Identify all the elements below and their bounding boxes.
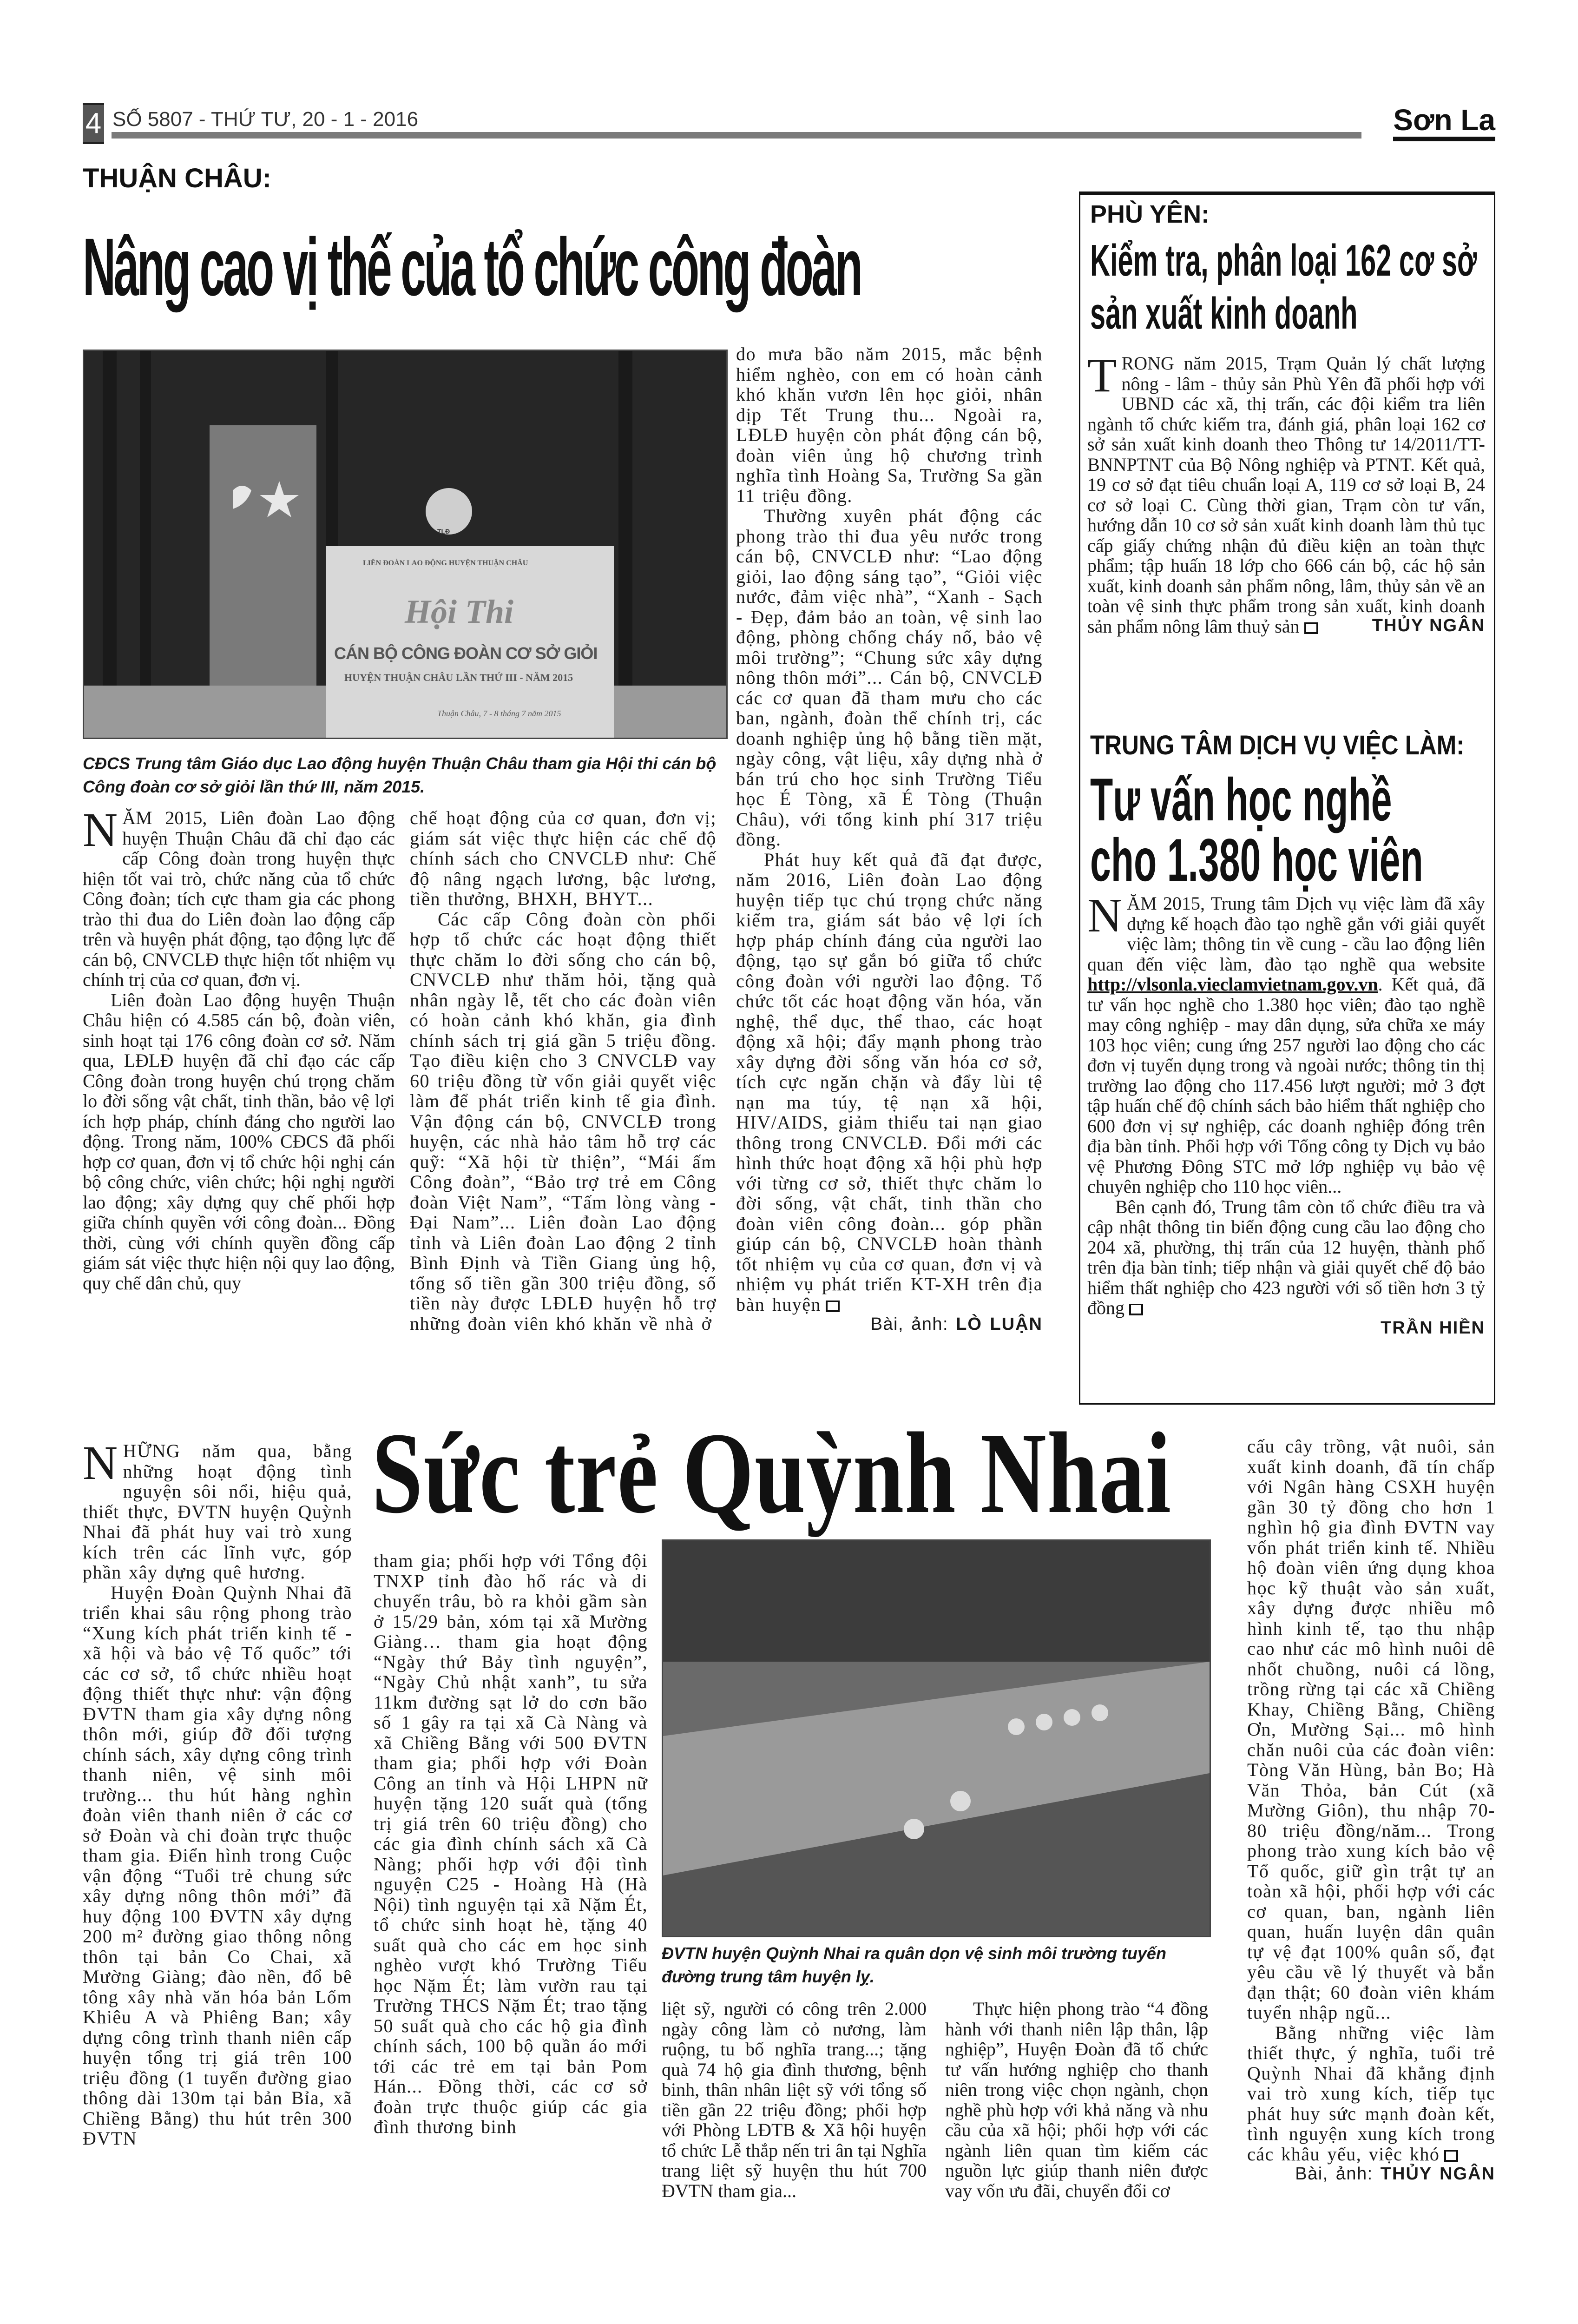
paragraph: Thường xuyên phát động các phong trào thi đua yêu nước trong cán bộ, CNVCLĐ như: “Lao động giỏi, lao động sáng tạo”, “Giỏi việc nước, đảm việc nhà”, “Xanh - Sạch - Đẹp, đảm bảo an toàn, vệ sinh lao động, phòng chống cháy nổ, bảo vệ môi trường”; “Chung sức xây dựng nông thôn mới”... Cán bộ, CNVCLĐ các cơ quan đã tham mưu cho các ban, ngành, đoàn thể chính trị, các doanh nghiệp ủng hộ bằng tiền mặt, ngày công, vật liệu, xây dựng nhà ở bán trú cho học sinh Trường Tiểu học É Tòng, xã É Tòng (Thuận Châu), với tổng kinh phí 317 triệu đồng. xyxy=(736,505,1043,850)
dropcap: N xyxy=(83,803,118,857)
paragraph: chế hoạt động của cơ quan, đơn vị; giám sát việc thực hiện các chế độ chính sách cho CNVCLĐ như: Chế độ nâng ngạch lương, bậc lương, tiền thưởng, BHXH, BHYT... xyxy=(410,807,717,909)
dropcap: N xyxy=(1087,889,1123,942)
article4-column-3 xyxy=(662,1999,927,2201)
article1-column-1 xyxy=(83,803,395,1294)
paragraph-text: Phát huy kết quả đã đạt được, năm 2016, Liên đoàn Lao động huyện tiếp tục chú trọng chức năng kiểm tra, giám sát bảo vệ lợi ích hợp pháp chính đáng của người lao động, tạo sự gắn bó giữa tổ chức công đoàn với người lao động. Tổ chức tốt các hoạt động văn hóa, văn nghệ, thể dục, thể thao, các hoạt động xã hội; đẩy mạnh phong trào xây dựng đời sống văn hóa cơ sở, tích cực ngăn chặn và đẩy lùi tệ nạn ma túy, tệ nạn xã hội, HIV/AIDS, giảm thiểu tai nạn giao thông trong CNVCLĐ. Đổi mới các hình thức hoạt động xã hội phù hợp với từng cơ sở, thiết thực chăm lo đời sống, vật chất, tinh thần cho đoàn viên công đoàn... góp phần giúp cán bộ, CNVCLĐ hoàn thành tốt nhiệm vụ của cơ quan, đơn vị và nhiệm vụ phát triển KT-XH trên địa bàn huyện xyxy=(736,849,1043,1315)
article4-byline xyxy=(1247,2164,1495,2185)
cleanup-photo-illustration xyxy=(663,1541,1210,1936)
banner-date: Thuận Châu, 7 - 8 tháng 7 năm 2015 xyxy=(437,709,561,718)
byline-author: LÒ LUẬN xyxy=(956,1314,1043,1334)
article4-column-4 xyxy=(945,1999,1208,2201)
banner-org: LIÊN ĐOÀN LAO ĐỘNG HUYỆN THUẬN CHÂU xyxy=(363,559,528,567)
website-link[interactable]: http://vlsonla.vieclamvietnam.gov.vn xyxy=(1087,974,1378,995)
header-rule xyxy=(112,132,1361,139)
paragraph: tham gia; phối hợp với Tổng đội TNXP tỉnh đào hố rác và di chuyển trâu, bò ra khỏi gầm sàn ở 15/29 bản, xóm tại xã Mường Giàng… tham gia hoạt động “Ngày thứ Bảy tình nguyện”, “Ngày Chủ nhật xanh”, tu sửa 11km đường sạt lở do cơn bão số 1 gây ra tại xã Cà Nàng và xã Chiềng Bằng với 500 ĐVTN tham gia; phối hợp với Đoàn Công an tỉnh và Hội LHPN nữ huyện tặng 120 suất quà (tổng trị giá trên 60 triệu đồng) cho các gia đình chính sách xã Cà Nàng; phối hợp với đội tình nguyện C25 - Hoàng Hà (Hà Nội) tình nguyện tại xã Nặm Ét, tổ chức sinh hoạt hè, tặng 40 suất quà cho các em học sinh nghèo vượt khó Trường Tiểu học Nặm Ét; làm vườn rau tại Trường THCS Nặm Ét; trao tặng 50 suất quà cho các hộ gia đình chính sách, 100 bộ quần áo mới tới các trẻ em tại bản Pom Hán... Đồng thời, các cơ sở đoàn trực thuộc giúp các gia đình thương binh xyxy=(374,1550,648,2137)
page-header xyxy=(83,103,1495,140)
end-mark-icon xyxy=(826,1301,840,1312)
byline-prefix: Bài, ảnh: xyxy=(1295,2164,1373,2184)
article1-headline: Nâng cao vị thế của tổ chức công đoàn xyxy=(83,222,861,313)
dropcap: T xyxy=(1087,349,1117,402)
article4-headline: Sức trẻ Quỳnh Nhai xyxy=(372,1409,1172,1538)
article3-headline-line1: Tư vấn học nghề xyxy=(1090,766,1392,833)
paragraph: Bên cạnh đó, Trung tâm còn tổ chức điều tra và cập nhật thông tin biến động cung cầu lao động cho 204 xã, phường, thị trấn của 12 huyện, thành phố trên địa bàn tỉnh; tiếp nhận và giải quyết chế độ bảo hiểm thất nghiệp cho 423 người với số tiền hơn 3 tỷ đồng xyxy=(1087,1196,1485,1318)
paragraph: Bằng những việc làm thiết thực, ý nghĩa, tuổi trẻ Quỳnh Nhai đã khẳng định vai trò xung kích, tiếp tục phát huy sức mạnh đoàn kết, tình nguyện xung kích trong các khâu yếu, việc khó xyxy=(1247,2022,1495,2165)
banner-line2: HUYỆN THUẬN CHÂU LẦN THỨ III - NĂM 2015 xyxy=(344,672,573,683)
end-mark-icon xyxy=(1444,2150,1458,2162)
article3-byline xyxy=(1087,1318,1485,1339)
article3-kicker: TRUNG TÂM DỊCH VỤ VIỆC LÀM: xyxy=(1090,730,1465,760)
article1-byline xyxy=(736,1314,1043,1335)
byline-author: THỦY NGÂN xyxy=(1372,616,1485,635)
dropcap: N xyxy=(83,1436,118,1490)
section-name: Sơn La xyxy=(1393,103,1495,141)
paragraph-cont: . Kết quả, đã tư vấn học nghề cho 1.380 học viên; đào tạo nghề may công nghiệp - may dân dụng, sửa chữa xe máy 103 học viên; cung ứng 257 người lao động cho các đơn vị tuyển dụng trong và ngoài nước; thông tin thị trường lao động cho 117.456 lượt người; mở 3 đợt tập huấn chế độ chính sách bảo hiểm thất nghiệp cho 600 đơn vị sự nghiệp, các doanh nghiệp đóng trên địa bàn tỉnh. Phối hợp với Tổng công ty Dịch vụ bảo vệ Phương Đông STC mở lớp nghiệp vụ bảo vệ chuyên nghiệp cho 110 học viên... xyxy=(1087,974,1485,1197)
article1-column-2 xyxy=(410,808,717,1334)
article3-headline-line2: cho 1.380 học viên xyxy=(1090,826,1423,894)
paragraph: ĂM 2015, Liên đoàn Lao động huyện Thuận Châu đã chỉ đạo các cấp Công đoàn trong huyện thực hiện tốt vai trò, chức năng của tổ chức Công đoàn; tích cực tham gia các phong trào thi đua do Liên đoàn lao động cấp trên và huyện phát động, tạo động lực để cán bộ, CNVCLĐ thực hiện tốt nhiệm vụ chính trị của cơ quan, đơn vị. xyxy=(83,807,395,990)
byline-author: TRẦN HIỀN xyxy=(1381,1318,1485,1338)
paragraph: Thực hiện phong trào “4 đồng hành với thanh niên lập thân, lập nghiệp”, Huyện Đoàn đã tổ chức tư vấn hướng nghiệp cho thanh niên trong việc chọn ngành, chọn nghề phù hợp với khả năng và nhu cầu của xã hội; phối hợp với các ngành liên quan tìm kiếm các nguồn lực giúp thanh niên được vay vốn ưu đãi, chuyển đổi cơ xyxy=(945,1998,1208,2201)
byline-author: THỦY NGÂN xyxy=(1380,2164,1495,2184)
banner-title: Hội Thi xyxy=(405,593,514,630)
article2-headline-line2: sản xuất kinh doanh xyxy=(1090,289,1358,338)
article2-kicker: PHÙ YÊN: xyxy=(1090,200,1210,228)
article3-body xyxy=(1087,889,1485,1338)
paragraph: RONG năm 2015, Trạm Quản lý chất lượng nông - lâm - thủy sản Phù Yên đã phối hợp với UBND các xã, thị trấn, các đội kiểm tra liên ngành tổ chức kiểm tra, đánh giá, phân loại 162 cơ sở sản xuất kinh doanh theo Thông tư 14/2011/TT-BNNPTNT của Bộ Nông nghiệp và PTNT. Kết quả, 19 cơ sở đạt tiêu chuẩn loại A, 119 cơ sở loại B, 24 cơ sở loại C. Cùng thời gian, Trạm còn tư vấn, hướng dẫn 10 cơ sở sản xuất kinh doanh làm thủ tục cấp giấy chứng nhận đủ điều kiện an toàn thực phẩm; tập huấn 18 lớp cho 666 cán bộ, các hộ sản xuất, kinh doanh sản phẩm nông, lâm, thủy sản về an toàn vệ sinh thực phẩm trong sản xuất, kinh doanh sản phẩm nông lâm thuỷ sản xyxy=(1087,353,1485,637)
article1-photo xyxy=(83,350,728,739)
end-mark-icon xyxy=(1129,1304,1143,1315)
paragraph: Liên đoàn Lao động huyện Thuận Châu hiện có 4.585 cán bộ, đoàn viên, sinh hoạt tại 176 công đoàn cơ sở. Năm qua, LĐLĐ huyện đã chỉ đạo các cấp Công đoàn trong huyện chú trọng chăm lo đời sống vật chất, tinh thần, bảo vệ lợi ích hợp pháp, chính đáng cho người lao động. Trong năm, 100% CĐCS đã phối hợp cơ quan, đơn vị tổ chức hội nghị cán bộ công chức, viên chức; hội nghị người lao động; xây dựng quy chế phối hợp giữa chính quyền với công đoàn... Đồng thời, cùng với chính quyền đồng cấp giám sát việc thực hiện nội quy lao động, quy chế dân chủ, quy xyxy=(83,989,395,1294)
byline-prefix: Bài, ảnh: xyxy=(870,1314,949,1334)
article4-column-5 xyxy=(1247,1436,1495,2185)
paragraph: ĂM 2015, Trung tâm Dịch vụ việc làm đã xây dựng kế hoạch đào tạo nghề gắn với giải quyết việc làm; thông tin về cung - cầu lao động liên quan đến việc làm, đào tạo nghề qua website xyxy=(1087,893,1485,975)
article4-column-2 xyxy=(374,1551,648,2137)
end-mark-icon xyxy=(1304,622,1318,634)
page-number: 4 xyxy=(83,103,104,144)
paragraph: Các cấp Công đoàn còn phối hợp tổ chức các hoạt động thiết thực chăm lo đời sống cho cán bộ, CNVCLĐ như thăm hỏi, tặng quà nhân ngày lễ, tết cho các đoàn viên có hoàn cảnh khó khăn, gia đình chính sách trị giá gần 5 triệu đồng. Tạo điều kiện cho 3 CNVCLĐ vay 60 triệu đồng từ vốn giải quyết việc làm để phát triển kinh tế gia đình. Vận động cán bộ, CNVCLĐ trong huyện, các nhà hảo tâm hỗ trợ các quỹ: “Xã hội từ thiện”, “Mái ấm Công đoàn”, “Bảo trợ trẻ em Công đoàn Việt Nam”, “Tấm lòng vàng - Đại Nam”... Liên đoàn Lao động tỉnh và Liên đoàn Lao động 2 tỉnh Bình Định và Tiền Giang ủng hộ, tổng số tiền gần 300 triệu đồng, số tiền này được LĐLĐ huyện hỗ trợ những đoàn viên khó khăn về nhà ở xyxy=(410,908,717,1334)
paragraph: cấu cây trồng, vật nuôi, sản xuất kinh doanh, đã tín chấp với Ngân hàng CSXH huyện gần 30 tỷ đồng cho hơn 1 nghìn hộ gia đình ĐVTN vay vốn phát triển kinh tế. Nhiều hộ đoàn viên ứng dụng khoa học kỹ thuật vào sản xuất, xây dựng được nhiều mô hình kinh tế, tạo thu nhập cao như các mô hình nuôi dê nhốt chuồng, nuôi cá lồng, trồng rừng tại các xã Chiềng Khay, Chiềng Bằng, Chiềng Ơn, Mường Sại... mô hình chăn nuôi của các đoàn viên: Tòng Văn Hùng, bản Bo; Hà Văn Thỏa, bản Cút (xã Mường Giôn), thu nhập 70-80 triệu đồng/năm... Trong phong trào xung kích bảo vệ Tổ quốc, giữ gìn trật tự an toàn xã hội, phối hợp với các cơ quan, ban, ngành liên quan, huấn luyện dân quân tự vệ đạt 100% quân số, đạt yêu cầu về lý thuyết và bắn đạn thật; 60 đoàn viên khám tuyển nhập ngũ... xyxy=(1247,1436,1495,2023)
article4-column-1 xyxy=(83,1436,352,2149)
article2-headline-line1: Kiểm tra, phân loại 162 cơ sở xyxy=(1090,236,1477,285)
union-emblem: TLĐ xyxy=(437,528,450,535)
article4-caption: ĐVTN huyện Quỳnh Nhai ra quân dọn vệ sinh môi trường tuyến đường trung tâm huyện lỵ. xyxy=(662,1944,1166,1986)
issue-line: SỐ 5807 - THỨ TƯ, 20 - 1 - 2016 xyxy=(112,108,419,131)
article1-column-3 xyxy=(736,344,1043,1335)
article1-kicker: THUẬN CHÂU: xyxy=(83,163,271,193)
article1-caption: CĐCS Trung tâm Giáo dục Lao động huyện Thuận Châu tham gia Hội thi cán bộ Công đoàn cơ sở giỏi lần thứ III, năm 2015. xyxy=(83,754,717,796)
article2-body xyxy=(1087,349,1485,637)
article4-photo xyxy=(662,1539,1211,1937)
paragraph: do mưa bão năm 2015, mắc bệnh hiểm nghèo, con em có hoàn cảnh khó khăn vươn lên học giỏi, nhân dịp Tết Trung thu... Ngoài ra, LĐLĐ huyện còn phát động cán bộ, đoàn viên ủng hộ chương trình nghĩa tình Hoàng Sa, Trường Sa gần 11 triệu đồng. xyxy=(736,343,1043,506)
paragraph: Huyện Đoàn Quỳnh Nhai đã triển khai sâu rộng phong trào “Xung kích phát triển kinh tế - xã hội và bảo vệ Tổ quốc” tới các cơ sở, tổ chức nhiều hoạt động thiết thực như: vận động ĐVTN tham gia xây dựng nông thôn mới, giúp đỡ đối tượng chính sách, xây dựng công trình thanh niên, vệ sinh môi trường... thu hút hàng nghìn đoàn viên thanh niên ở các cơ sở Đoàn và chi đoàn trực thuộc tham gia. Điển hình trong Cuộc vận động “Tuổi trẻ chung sức xây dựng nông thôn mới” đã huy động 100 ĐVTN xây dựng 200 m² đường giao thông nông thôn tại bản Co Chai, xã Mường Giàng; đào nền, đổ bê tông xây nhà văn hóa bản Lốm Khiêu A và Phiêng Ban; xây dựng công trình thanh niên cấp huyện tổng trị giá trên 100 triệu đồng (1 tuyến đường giao thông dài 130m tại bản Bỉa, xã Chiềng Bằng) thu hút trên 300 ĐVTN xyxy=(83,1582,352,2149)
banner-line1: CÁN BỘ CÔNG ĐOÀN CƠ SỞ GIỎI xyxy=(334,644,598,663)
paragraph: HỮNG năm qua, bằng những hoạt động tình nguyện sôi nổi, hiệu quả, thiết thực, ĐVTN huyện Quỳnh Nhai đã phát huy vai trò xung kích trên các lĩnh vực, góp phần xây dựng quê hương. xyxy=(83,1440,352,1583)
paragraph: liệt sỹ, người có công trên 2.000 ngày công làm cỏ nương, làm ruộng, tu bổ nghĩa trang...; tặng quà 74 hộ gia đình thương, bệnh binh, thân nhân liệt sỹ với tổng số tiền gần 22 triệu đồng; phối hợp với Phòng LĐTB & Xã hội huyện tổ chức Lễ thắp nến tri ân tại Nghĩa trang liệt sỹ huyện thu hút 700 ĐVTN tham gia... xyxy=(662,1998,927,2201)
paragraph xyxy=(736,850,1043,1315)
